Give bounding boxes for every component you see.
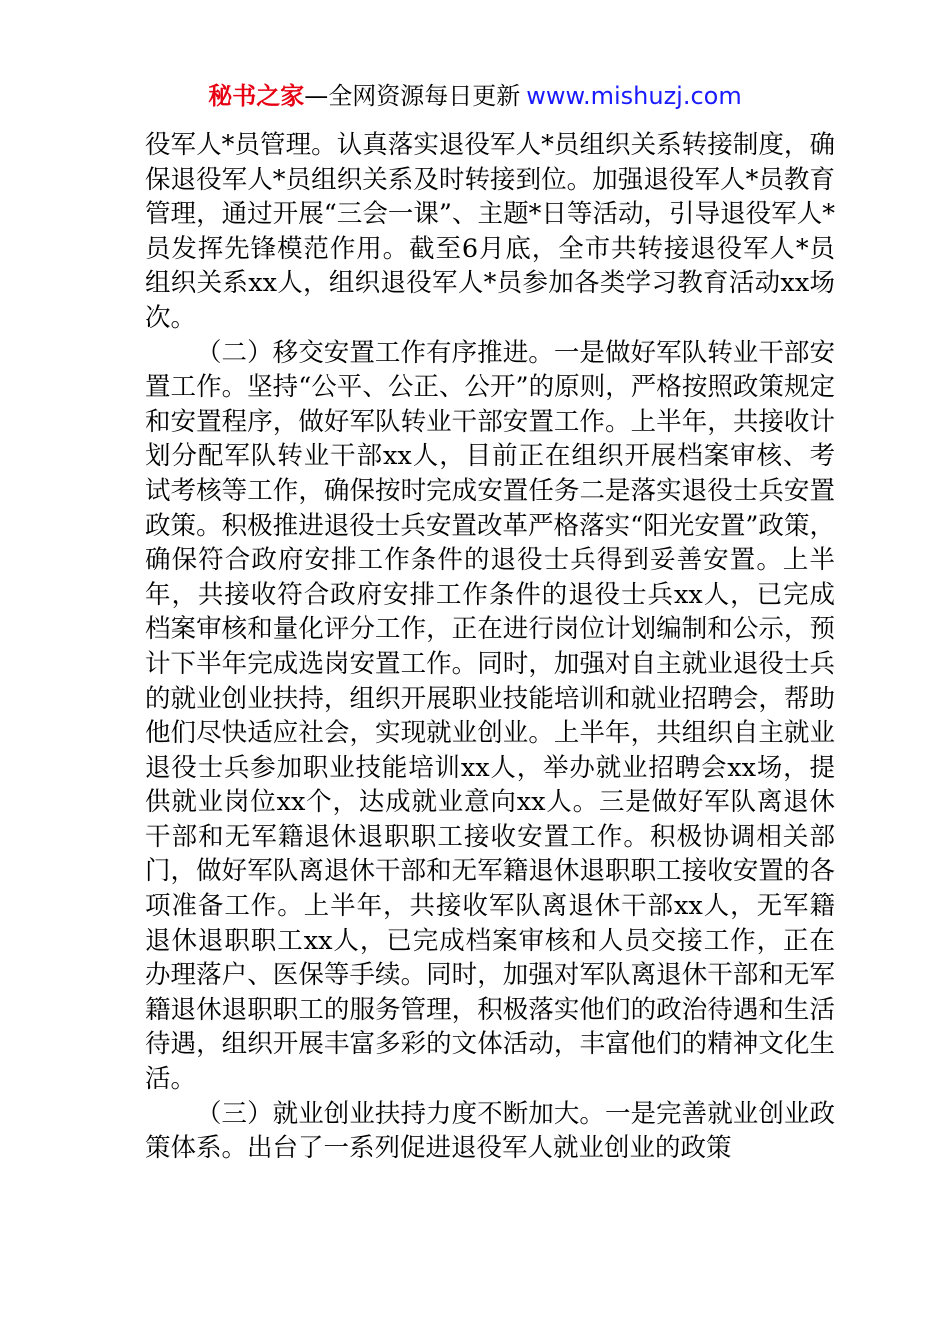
site-tagline: —全网资源每日更新 bbox=[304, 82, 521, 110]
paragraph-section-2: （二）移交安置工作有序推进。一是做好军队转业干部安置工作。坚持“公平、公正、公开”的原则，严格按照政策规定和安置程序，做好军队转业干部安置工作。上半年，共接收计划分配军队转业干部xx人，目前正在组织开展档案审核、考试考核等工作，确保按时完成安置任务二是落实退役士兵安置政策。积极推进退役士兵安置改革严格落实“阳光安置”政策，确保符合政府安排工作条件的退役士兵得到妥善安置。上半年，共接收符合政府安排工作条件的退役士兵xx人，已完成档案审核和量化评分工作，正在进行岗位计划编制和公示，预计下半年完成选岗安置工作。同时，加强对自主就业退役士兵的就业创业扶持，组织开展职业技能培训和就业招聘会，帮助他们尽快适应社会，实现就业创业。上半年，共组织自主就业退役士兵参加职业技能培训xx人，举办就业招聘会xx场，提供就业岗位xx个，达成就业意向xx人。三是做好军队离退休干部和无军籍退休退职职工接收安置工作。积极协调相关部门，做好军队离退休干部和无军籍退休退职职工接收安置的各项准备工作。上半年，共接收军队离退休干部xx人，无军籍退休退职职工xx人，已完成档案审核和人员交接工作，正在办理落户、医保等手续。同时，加强对军队离退休干部和无军籍退休退职职工的服务管理，积极落实他们的政治待遇和生活待遇，组织开展丰富多彩的文体活动，丰富他们的精神文化生活。 bbox=[145, 337, 835, 1095]
site-header bbox=[0, 80, 950, 112]
paragraph-section-3: （三）就业创业扶持力度不断加大。一是完善就业创业政策体系。出台了一系列促进退役军人就业创业的政策 bbox=[145, 1098, 835, 1164]
site-brand: 秘书之家 bbox=[208, 82, 305, 110]
site-url-link[interactable]: www.mishuzj.com bbox=[526, 82, 742, 110]
paragraph-continuation: 役军人*员管理。认真落实退役军人*员组织关系转接制度，确保退役军人*员组织关系及时转接到位。加强退役军人*员教育管理，通过开展“三会一课”、主题*日等活动，引导退役军人*员发挥先锋模范作用。截至6月底，全市共转接退役军人*员组织关系xx人，组织退役军人*员参加各类学习教育活动xx场次。 bbox=[145, 130, 835, 333]
document-body bbox=[145, 128, 835, 1166]
